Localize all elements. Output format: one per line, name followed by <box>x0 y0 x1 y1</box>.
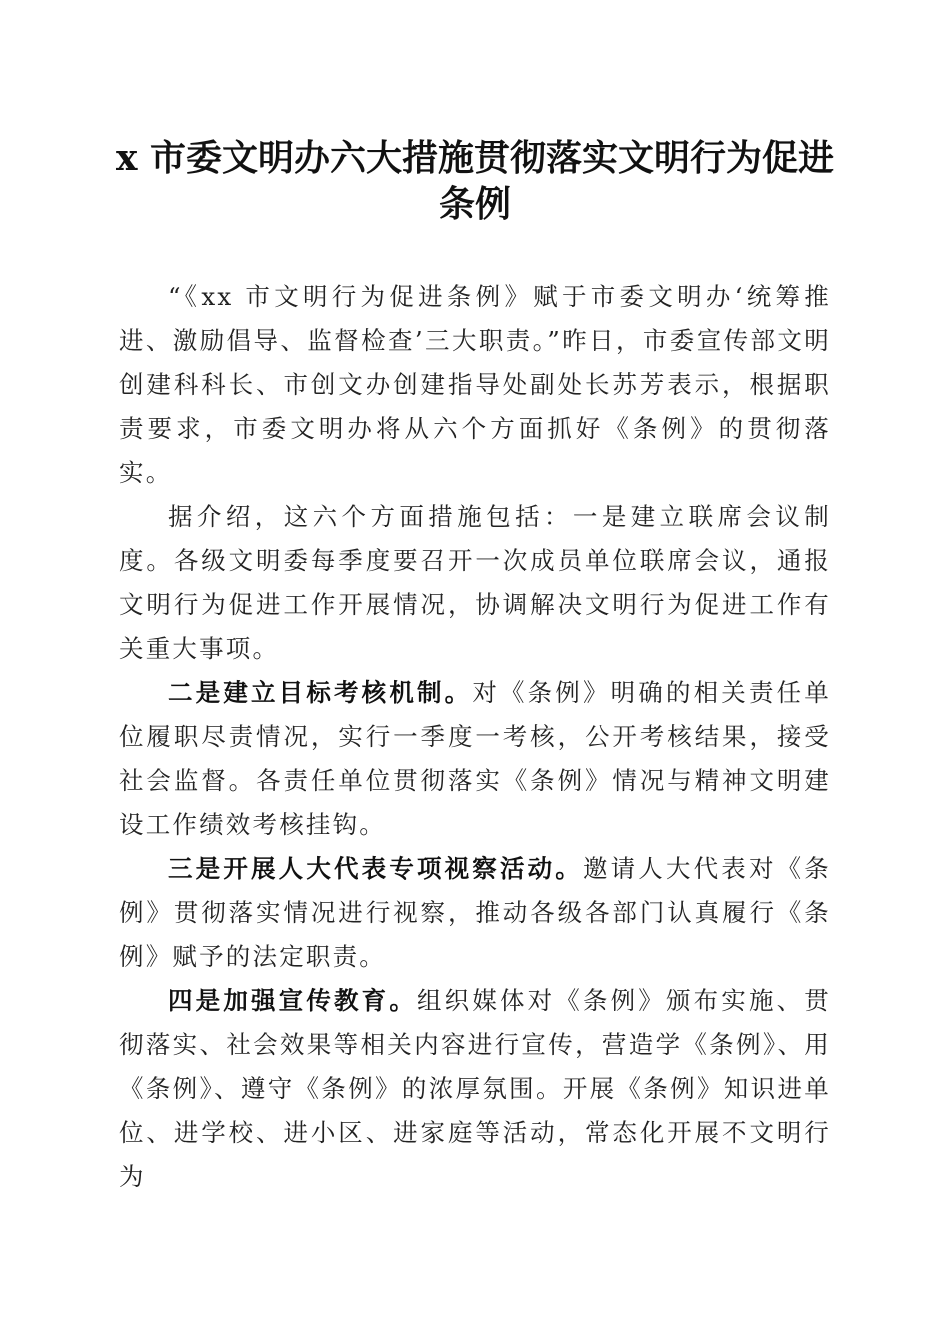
title-line-2: 条例 <box>438 183 511 225</box>
paragraph-measure-1 <box>119 495 831 671</box>
title-line-1: x 市委文明办六大措施贯彻落实文明行为促进 <box>116 137 834 179</box>
paragraph-measure-3 <box>119 847 831 979</box>
paragraph-text: “《xx 市文明行为促进条例》赋于市委文明办‘统筹推进、激励倡导、监督检查’三大职责。”昨日，市委宣传部文明创建科科长、市创文办创建指导处副处长苏芳表示，根据职责要求，市委文明办将从六个方面抓好《条例》的贯彻落实。 <box>119 282 831 487</box>
paragraph-measure-4 <box>119 979 831 1199</box>
paragraph-text: 邀请人大代表对《条例》贯彻落实情况进行视察，推动各级各部门认真履行《条例》赋予的法定职责。 <box>119 854 831 971</box>
paragraph-lead: 四是加强宣传教育。 <box>168 986 417 1015</box>
paragraph-lead: 三是开展人大代表专项视察活动。 <box>168 854 583 883</box>
paragraph-text: 组织媒体对《条例》颁布实施、贯彻落实、社会效果等相关内容进行宣传，营造学《条例》、用《条例》、遵守《条例》的浓厚氛围。开展《条例》知识进单位、进学校、进小区、进家庭等活动，常态化开展不文明行为 <box>119 986 831 1191</box>
paragraph-text: 对《条例》明确的相关责任单位履职尽责情况，实行一季度一考核，公开考核结果，接受社会监督。各责任单位贯彻落实《条例》情况与精神文明建设工作绩效考核挂钩。 <box>119 678 831 839</box>
document-title <box>110 135 840 227</box>
paragraph-measure-2 <box>119 671 831 847</box>
document-body <box>119 275 831 1199</box>
paragraph-intro <box>119 275 831 495</box>
paragraph-text: 据介绍，这六个方面措施包括：一是建立联席会议制度。各级文明委每季度要召开一次成员单位联席会议，通报文明行为促进工作开展情况，协调解决文明行为促进工作有关重大事项。 <box>119 502 831 663</box>
paragraph-lead: 二是建立目标考核机制。 <box>168 678 473 707</box>
